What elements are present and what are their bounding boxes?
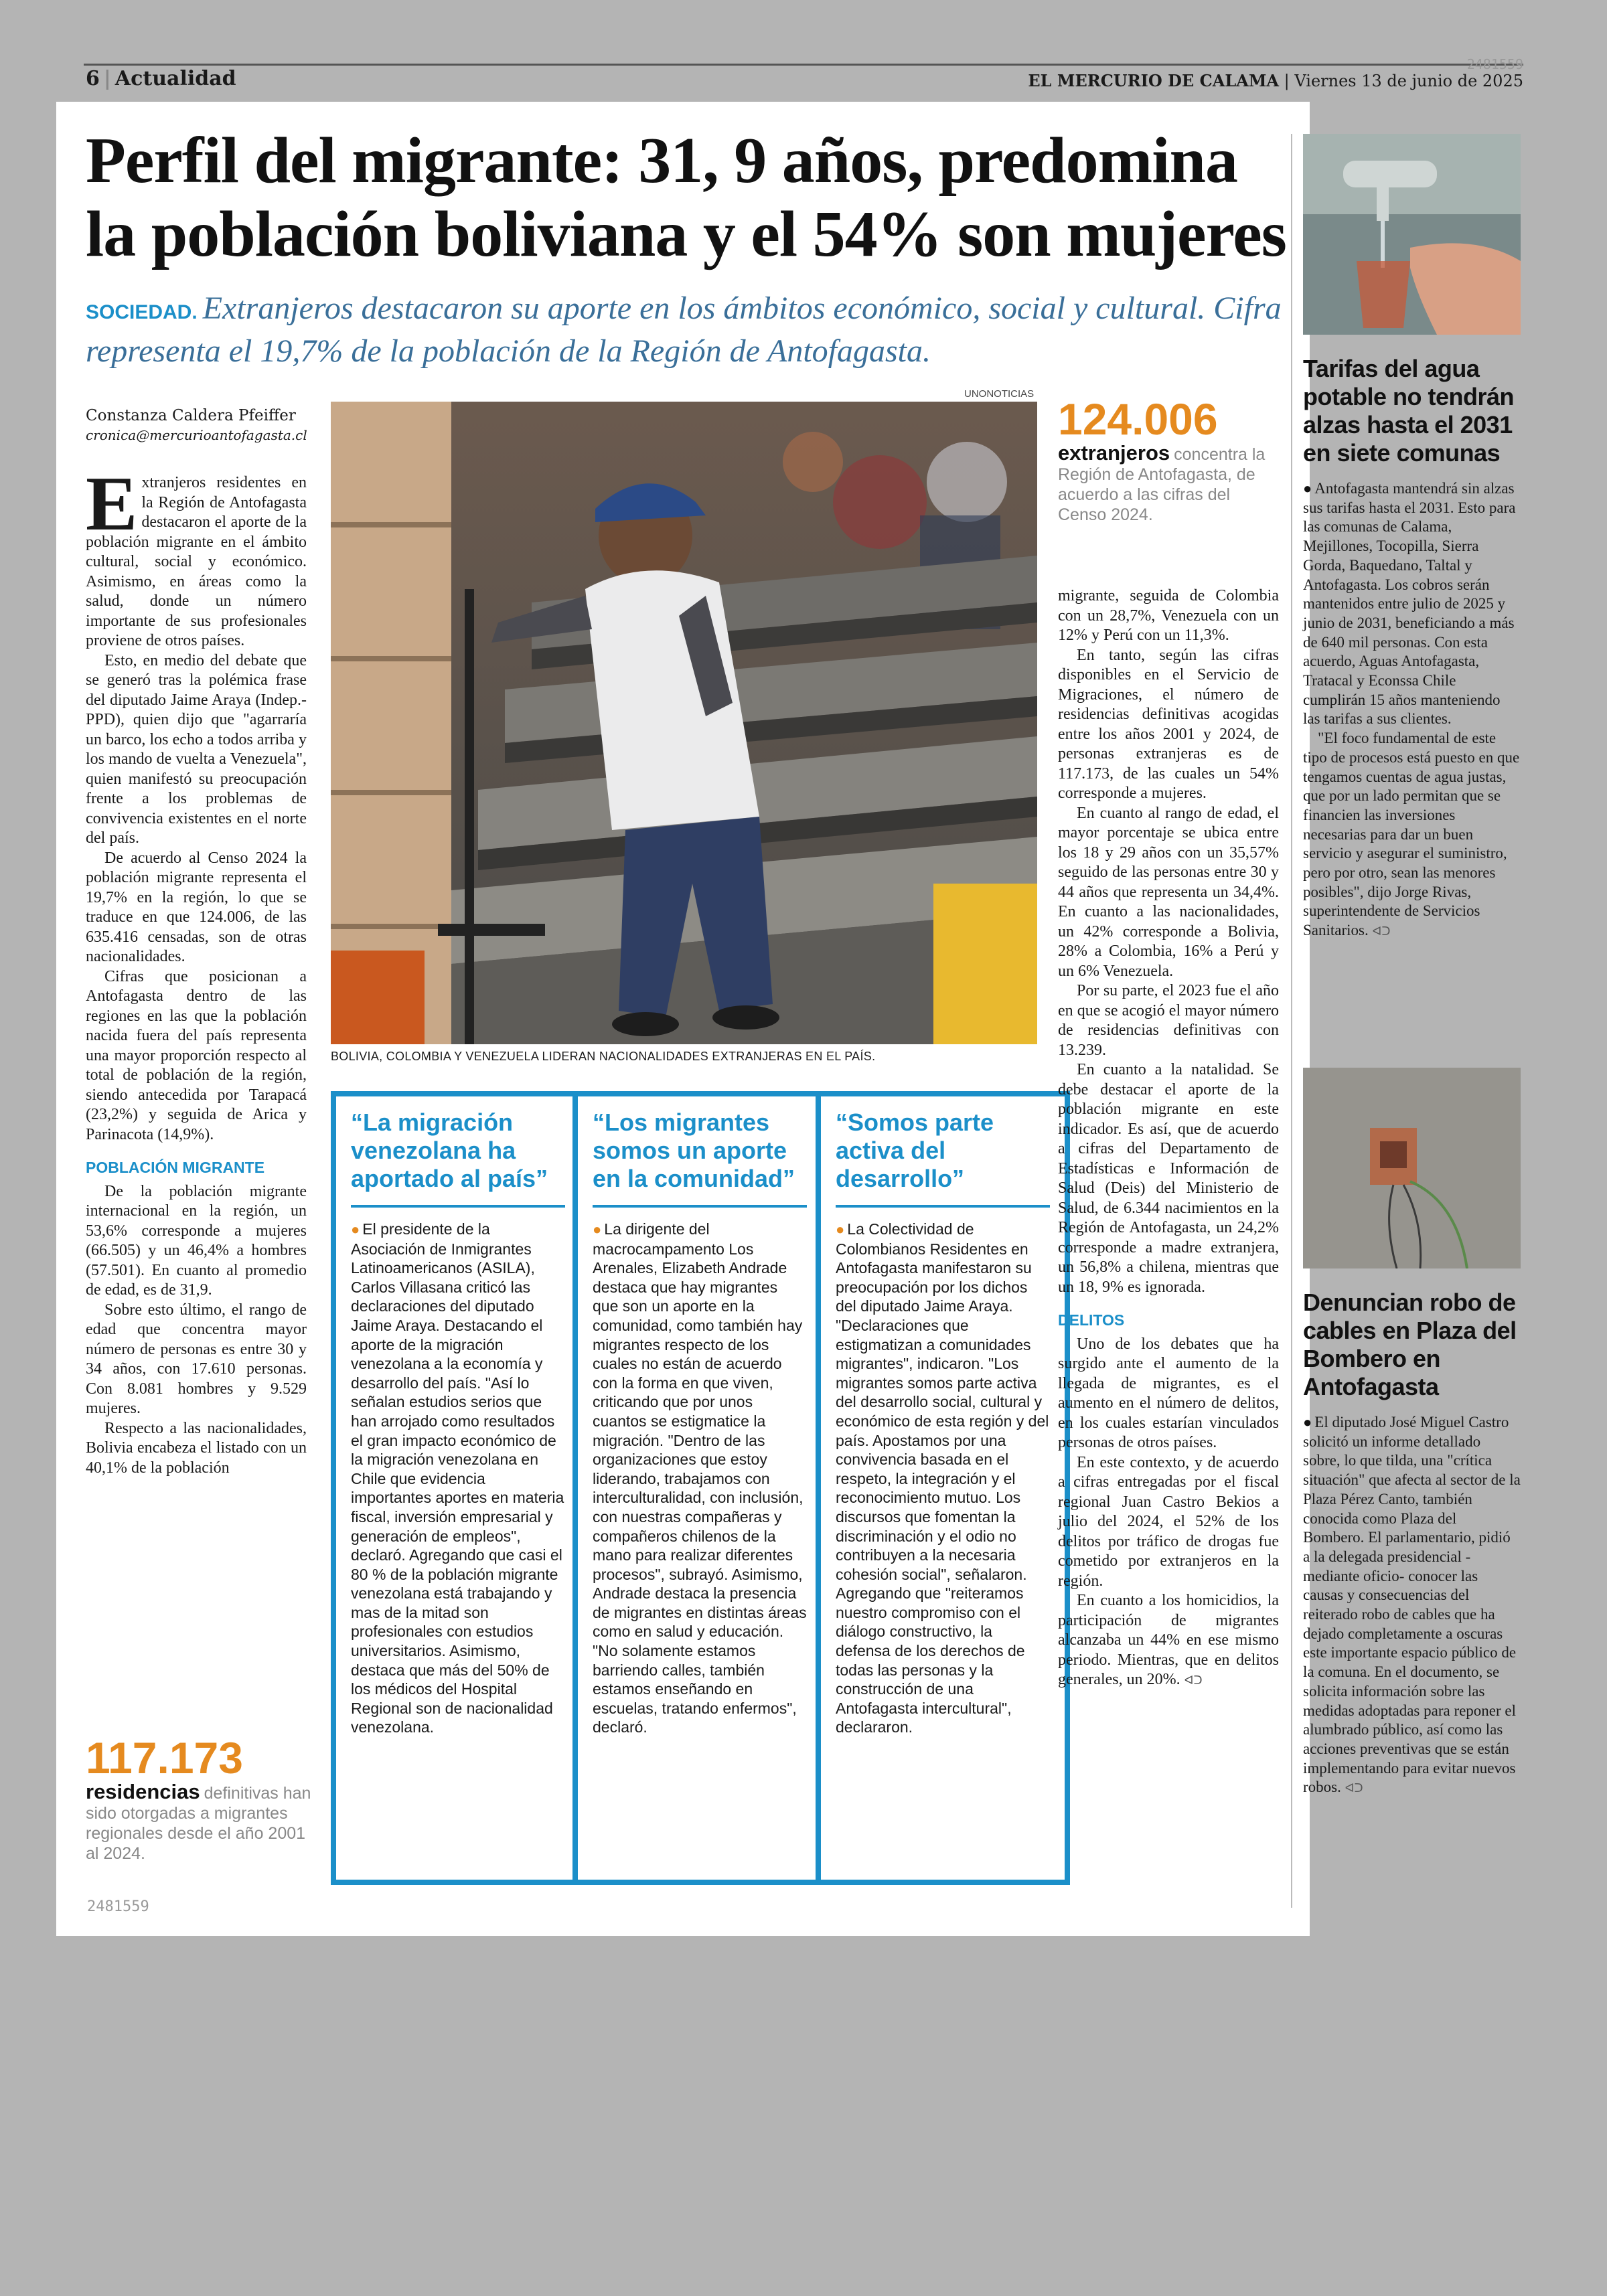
stat-text: concentra la Región de Antofagasta, de acuerdo a las cifras del Censo 2024. [1058, 445, 1266, 524]
bullet-icon: ● [836, 1221, 845, 1238]
page-number: 6 [86, 67, 100, 90]
sidebar-photo-water [1303, 134, 1521, 335]
stat-number: 124.006 [1058, 394, 1218, 444]
page-code: 2481559 [1466, 56, 1523, 72]
main-photo [331, 402, 1037, 1044]
byline [86, 407, 313, 443]
bullet-icon: ● [1303, 1414, 1312, 1430]
paragraph: Extranjeros residentes en la Región de Antofagasta destacaron el aporte de la población migrante en el ámbito cultural, social y económico. Asimismo, en áreas como la salud, donde un número importante de sus profesionales proviene de otros países. [86, 461, 307, 649]
paragraph: De acuerdo al Censo 2024 la población migrante representa el 19,7% en la región, lo que se traduce en que 124.006, de las 635.416 censadas, son de otras nacionalidades. [86, 849, 307, 965]
paragraph: ● El diputado José Miguel Castro solicitó un informe detallado sobre, lo que tilda, una "crítica situación" que afecta al sector de la Plaza Pérez Canto, también conocida como Plaza del Bombero. El parlamentario, pidió a la delegada presidencial -mediante oficio- conocer las causas y consecuencias del reiterado robo de cables que ha dejado completamente a oscuras este importante espacio público de la comuna. En el documento, se solicita información sobre las medidas adoptadas para reponer el alumbrado público, así como las acciones preventivas que se están implementando para evitar nuevos robos. ᐊᑐ [1303, 1414, 1521, 1796]
author-email[interactable]: cronica@mercurioantofagasta.cl [86, 427, 307, 443]
paragraph: Esto, en medio del debate que se generó tras la polémica frase del diputado Jaime Araya (Indep.-PPD), quien dijo que "agarraría un barco, los echo a todos arriba y los mando de vuelta a Venezuela", quien manifestó su preocupación frente a los problemas de convivencia existentes en el norte del país. [86, 651, 307, 847]
sidebar-photo-cables [1303, 1068, 1521, 1268]
page-label: 6 | Actualidad [86, 67, 236, 90]
stat-extranjeros [1058, 395, 1272, 525]
paragraph: "El foco fundamental de este tipo de procesos está puesto en que tengamos cuentas de agua justas, que por un lado permitan que se financien las inversiones necesarias para dar un buen servicio y asegurar el suministro, pero por otro, sean las menores posibles", dijo Jorge Rivas, superintendente de Servicios Sanitarios. ᐊᑐ [1303, 730, 1520, 939]
deck-text: Extranjeros destacaron su aporte en los ámbitos económico, social y cultural. Cifra representa el 19,7% de la población de la Región de Antofagasta. [86, 291, 1282, 369]
paragraph: En tanto, según las cifras disponibles en el Servicio de Migraciones, el número de residencias definitivas acogidas entre los años 2001 y 2024, de personas extranjeras es de 117.173, de las cuales un 54% corresponde a mujeres. [1058, 646, 1279, 802]
stat-residencias [86, 1734, 313, 1864]
photo-caption: BOLIVIA, COLOMBIA Y VENEZUELA LIDERAN NACIONALIDADES EXTRANJERAS EN EL PAÍS. [331, 1050, 876, 1063]
quote-text: La dirigente del macrocampamento Los Arenales, Elizabeth Andrade destaca que hay migrantes que son un aporte en la comunidad, como también hay migrantes respecto de los cuales no están de acuerdo con la forma en que viven, criticando que por unos cuantos se estigmatice la migración. "Dentro de las organizaciones que estoy liderando, trabajamos con interculturalidad, con inclusión, con nuestras compañeras y compañeros chilenos de la mano para realizar diferentes procesos", subrayó. Asimismo, Andrade destaca la presencia de migrantes en distintas áreas como en salud y educación. "No solamente estamos barriendo calles, también estamos enseñando en escuelas, tratando enfermos", declaró. [593, 1220, 807, 1736]
article-code: 2481559 [87, 1898, 149, 1915]
subhead-poblacion: POBLACIÓN MIGRANTE [86, 1159, 265, 1176]
paragraph: migrante, seguida de Colombia con un 28,7%, Venezuela con un 12% y Perú con un 11,3%. [1058, 587, 1279, 644]
masthead: EL MERCURIO DE CALAMA | Viernes 13 de junio de 2025 [1028, 71, 1523, 90]
paragraph: Sobre esto último, el rango de edad que concentra mayor número de personas es entre 30 y 34 años, con 17.610 personas. Con 8.081 hombres y 9.529 mujeres. [86, 1301, 307, 1417]
end-mark-icon: ᐊᑐ [1345, 1781, 1363, 1796]
paragraph: ● Antofagasta mantendrá sin alzas sus tarifas hasta el 2031. Esto para las comunas de Calama, Mejillones, Tocopilla, Sierra Gorda, Baquedano, Taltal y Antofagasta. Los cobros serán mantenidos entre julio de 2025 y junio de 2031, beneficiando a más de 640 mil personas. Con esta acuerdo, Aguas Antofagasta, Tratacal y Econssa Chile cumplirán 15 años manteniendo las tarifas a sus clientes. [1303, 480, 1516, 728]
paragraph: En este contexto, y de acuerdo a cifras entregadas por el fiscal regional Juan Castro Bekios a julio del 2024, el 52% de los delitos por tráfico de drogas fue cometido por extranjeros en la región. [1058, 1453, 1279, 1590]
sidebar-headline[interactable]: Denuncian robo de cables en Plaza del Bombero en Antofagasta [1303, 1289, 1517, 1400]
article-column-4 [1058, 586, 1279, 1691]
quote-box-comunidad [572, 1091, 827, 1885]
paragraph: Respecto a las nacionalidades, Bolivia encabeza el listado con un 40,1% de la población [86, 1419, 307, 1477]
drop-cap: E [86, 461, 138, 547]
sidebar-headline[interactable]: Tarifas del agua potable no tendrán alzas hasta el 2031 en siete comunas [1303, 355, 1514, 467]
sidebar-story-water [1303, 355, 1521, 942]
quote-text: El presidente de la Asociación de Inmigrantes Latinoamericanos (ASILA), Carlos Villasana criticó las declaraciones del diputado Jaime Araya. Destacando el aporte de la migración venezolana a la economía y desarrollo del país. "Así lo señalan estudios serios que han arrojado como resultados el gran impacto económico de la migración venezolana en Chile que evidencia importantes aportes en materia fiscal, inversión empresarial y generación de empleos", declaró. Agregando que casi el 80 % de la población migrante venezolana está trabajando y mas de la mitad son profesionales con estudios universitarios. Asimismo, destaca que más del 50% de los médicos del Hospital Regional son de nacionalidad venezolana. [351, 1220, 564, 1736]
section-name: Actualidad [114, 67, 236, 90]
sidebar-story-cables [1303, 1289, 1521, 1799]
quote-title: “La migración venezolana ha aportado al país” [351, 1109, 565, 1208]
issue-date: Viernes 13 de junio de 2025 [1294, 72, 1523, 90]
quote-title: “Somos parte activa del desarrollo” [836, 1109, 1050, 1208]
end-mark-icon: ᐊᑐ [1372, 924, 1391, 939]
quote-text: La Colectividad de Colombianos Residentes en Antofagasta manifestaron su preocupación por los dichos del diputado Jaime Araya. "Declaraciones que estigmatizan a comunidades migrantes", indicaron. "Los migrantes somos parte activa del desarrollo social, cultural y económico de esta región y del país. Apostamos por una convivencia basada en el respeto, la integración y el reconocimiento mutuo. Los discursos que fomentan la discriminación y el odio no contribuyen a la necesaria cohesión social", señalaron. Agregando que "reiteramos nuestro compromiso con el diálogo constructivo, la defensa de los derechos de todas las personas y la construcción de una Antofagasta intercultural", declararon. [836, 1220, 1049, 1736]
paragraph: De la población migrante internacional en la región, un 53,6% corresponde a mujeres (66.505) y un 46,4% a hombres (57.501). En cuanto al promedio de edad, es de 31,9. [86, 1182, 307, 1299]
bullet-icon: ● [351, 1221, 360, 1238]
paragraph: Cifras que posicionan a Antofagasta dentro de las regiones en las que la población nacida fuera del país representa una mayor proporción respecto al total de población de la región, siendo antecedida por Tarapacá (23,2%) y seguida de Arica y Parinacota (14,9%). [86, 967, 307, 1143]
quote-title: “Los migrantes somos un aporte en la comunidad” [593, 1109, 807, 1208]
deck [86, 289, 1291, 371]
sidebar-divider [1291, 134, 1292, 1908]
bullet-icon: ● [593, 1221, 602, 1238]
paragraph: Por su parte, el 2023 fue el año en que se acogió el mayor número de residencias definitivas con 13.239. [1058, 982, 1279, 1059]
quote-box-desarrollo [816, 1091, 1070, 1885]
article-column-1 [86, 461, 307, 1478]
subhead-delitos: DELITOS [1058, 1311, 1125, 1329]
stat-number: 117.173 [86, 1733, 243, 1783]
paragraph: En cuanto al rango de edad, el mayor porcentaje se ubica entre los 18 y 29 años con un 35,57% seguido de las personas entre 30 y 44 años que representa un 34,4%. En cuanto a las nacionalidades, un 42% corresponde a Bolivia, 28% a Colombia, 16% a Perú y un 6% Venezuela. [1058, 804, 1279, 980]
author-name: Constanza Caldera Pfeiffer [86, 407, 296, 424]
paragraph: Uno de los debates que ha surgido ante el aumento de la llegada de migrantes, es el aumento en el número de delitos, en los cuales estarían vinculados personas de otros países. [1058, 1335, 1279, 1451]
headline: Perfil del migrante: 31, 9 años, predomina la población boliviana y el 54% son mujeres [86, 125, 1286, 270]
photo-credit: UNONOTICIAS [964, 388, 1035, 400]
paragraph: En cuanto a los homicidios, la participación de migrantes alcanzaba un 44% en ese mismo periodo. Mientras, que en delitos generales, un 20%. ᐊᑐ [1058, 1592, 1279, 1688]
end-mark-icon: ᐊᑐ [1184, 1673, 1203, 1688]
quote-box-venezolana [331, 1091, 585, 1885]
paragraph: En cuanto a la natalidad. Se debe destacar el aporte de la población migrante en este indicador. Es así, que de acuerdo a cifras del Departamento de Estadísticas e Información de Salud (Deis) del Ministerio de Salud, de 6.344 nacimientos en la Región de Antofagasta, un 24,2% corresponde a madre extranjera, un 56,8% a chilena, mientras que un 18, 9% es ignorada. [1058, 1061, 1279, 1296]
section-tag: SOCIEDAD. [86, 301, 198, 323]
stat-text: definitivas han sido otorgadas a migrantes regionales desde el año 2001 al 2024. [86, 1784, 311, 1863]
header-rule [84, 64, 1523, 66]
bullet-icon: ● [1303, 480, 1312, 497]
stat-label: residencias [86, 1780, 200, 1803]
newspaper-name: EL MERCURIO DE CALAMA [1028, 71, 1280, 90]
stat-label: extranjeros [1058, 441, 1170, 465]
